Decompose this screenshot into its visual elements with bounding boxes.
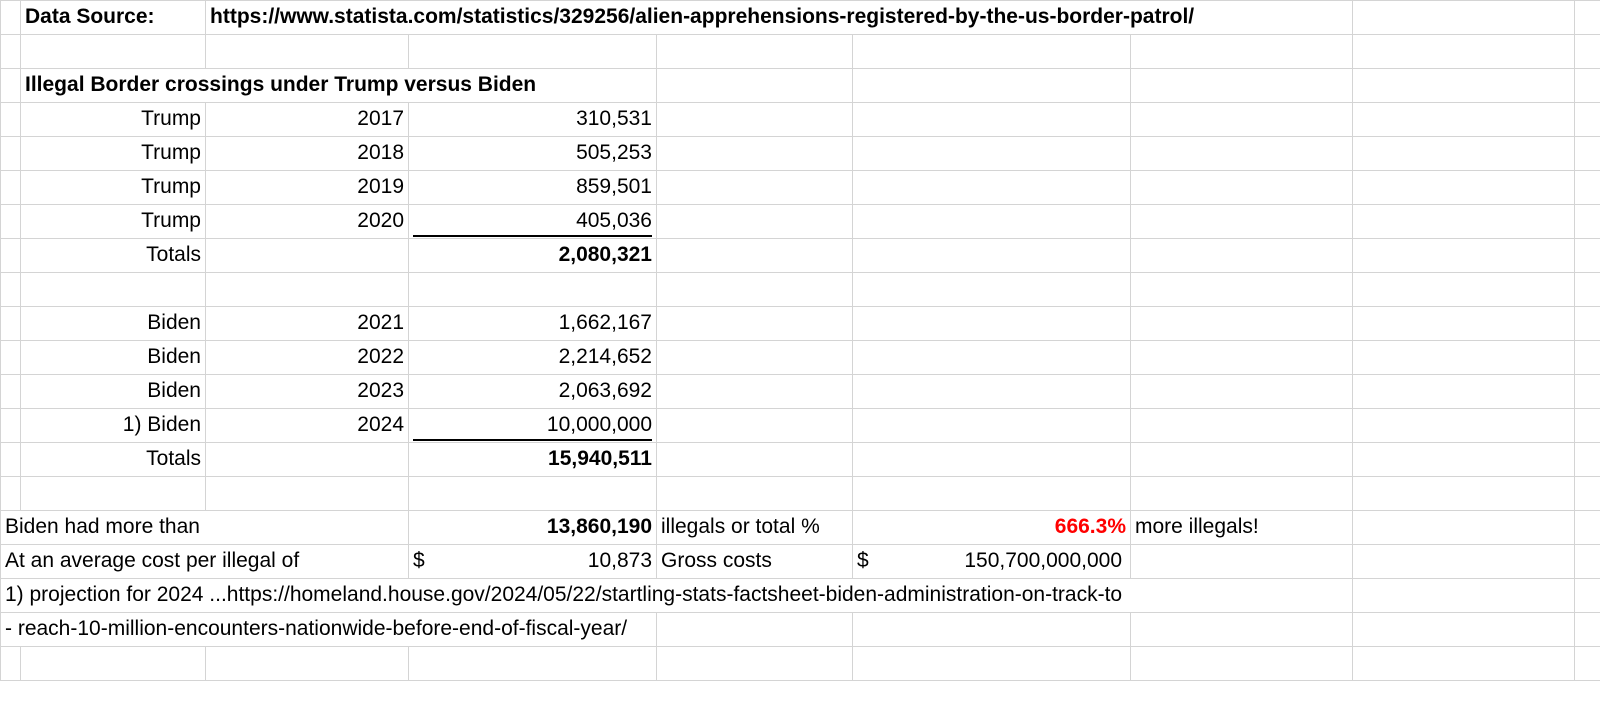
table-row	[1, 443, 1600, 477]
cell-empty	[853, 137, 1131, 171]
gross-value: 150,700,000,000	[964, 549, 1122, 573]
year-value: 2018	[206, 137, 409, 171]
cell-empty	[206, 647, 409, 681]
gross-cost-cell	[853, 545, 1131, 579]
trump-total-value: 2,080,321	[409, 239, 657, 273]
cell-empty	[21, 35, 206, 69]
cell-empty	[853, 477, 1131, 511]
cell-empty	[1, 239, 21, 273]
cell-empty	[1, 443, 21, 477]
year-value: 2021	[206, 307, 409, 341]
cell-empty	[1353, 341, 1575, 375]
year-value: 2020	[206, 205, 409, 239]
cell-empty	[1353, 647, 1575, 681]
cell-empty	[853, 341, 1131, 375]
cell-empty	[1, 409, 21, 443]
cell-empty	[1131, 205, 1353, 239]
president-name: Trump	[21, 171, 206, 205]
cell-empty	[657, 35, 853, 69]
illegals-label: illegals or total %	[657, 511, 853, 545]
cell-empty	[1575, 103, 1600, 137]
president-name: Trump	[21, 205, 206, 239]
cell-empty	[1131, 171, 1353, 205]
cell-empty	[1, 307, 21, 341]
cell-empty	[1, 171, 21, 205]
table-row	[1, 103, 1600, 137]
cell-empty	[1131, 545, 1353, 579]
cell-empty	[657, 273, 853, 307]
year-value: 2023	[206, 375, 409, 409]
cell-empty	[657, 205, 853, 239]
cell-empty	[1353, 103, 1575, 137]
year-value: 2024	[206, 409, 409, 443]
cell-empty	[1575, 205, 1600, 239]
table-row	[1, 375, 1600, 409]
cell-empty	[1575, 409, 1600, 443]
cell-empty	[206, 239, 409, 273]
totals-label: Totals	[21, 443, 206, 477]
cell-empty	[1575, 477, 1600, 511]
crossings-value: 859,501	[409, 171, 657, 205]
cell-empty	[853, 307, 1131, 341]
cell-empty	[1575, 341, 1600, 375]
cell-empty	[1575, 307, 1600, 341]
cell-empty	[21, 273, 206, 307]
cell-empty	[1, 205, 21, 239]
cell-empty	[409, 477, 657, 511]
cell-empty	[1353, 443, 1575, 477]
footnote-line-2[interactable]: - reach-10-million-encounters-nationwide-before-end-of-fiscal-year/	[1, 613, 657, 647]
cell-empty	[1575, 545, 1600, 579]
cell-empty	[1, 103, 21, 137]
cell-empty	[1353, 511, 1575, 545]
cell-empty	[1353, 375, 1575, 409]
cell-empty	[853, 613, 1131, 647]
gross-costs-label: Gross costs	[657, 545, 853, 579]
cell-empty	[853, 69, 1131, 103]
cell-empty	[206, 35, 409, 69]
table-row	[1, 171, 1600, 205]
cell-empty	[1353, 239, 1575, 273]
cell-empty	[1353, 477, 1575, 511]
table-row	[1, 307, 1600, 341]
cell-empty	[1, 647, 21, 681]
cell-empty	[1575, 69, 1600, 103]
totals-label: Totals	[21, 239, 206, 273]
cost-label: At an average cost per illegal of	[1, 545, 409, 579]
cell-empty	[853, 443, 1131, 477]
cell-empty	[657, 171, 853, 205]
crossings-value: 10,000,000	[409, 409, 657, 443]
table-row	[1, 35, 1600, 69]
cell-empty	[657, 409, 853, 443]
cell-empty	[853, 103, 1131, 137]
year-value: 2019	[206, 171, 409, 205]
crossings-value: 310,531	[409, 103, 657, 137]
cell-empty	[853, 273, 1131, 307]
president-name: Biden	[21, 341, 206, 375]
table-row	[1, 1, 1600, 35]
cell-empty	[1131, 103, 1353, 137]
cell-empty	[409, 647, 657, 681]
comparison-label: Biden had more than	[1, 511, 409, 545]
table-row	[1, 69, 1600, 103]
cost-cell	[409, 545, 657, 579]
cell-empty	[206, 273, 409, 307]
president-name: 1) Biden	[21, 409, 206, 443]
president-name: Trump	[21, 103, 206, 137]
cell-empty	[1575, 579, 1600, 613]
biden-total-value: 15,940,511	[409, 443, 657, 477]
crossings-value: 1,662,167	[409, 307, 657, 341]
cell-empty	[657, 341, 853, 375]
cell-empty	[657, 647, 853, 681]
cell-empty	[1575, 511, 1600, 545]
cell-empty	[1353, 1, 1575, 35]
table-row	[1, 239, 1600, 273]
cell-empty	[1, 341, 21, 375]
table-row	[1, 647, 1600, 681]
cell-empty	[1575, 613, 1600, 647]
cell-empty	[1353, 137, 1575, 171]
cell-empty	[1131, 375, 1353, 409]
crossings-value: 505,253	[409, 137, 657, 171]
cell-empty	[206, 477, 409, 511]
cell-empty	[1131, 341, 1353, 375]
cell-empty	[21, 477, 206, 511]
cell-empty	[21, 647, 206, 681]
cell-empty	[1, 137, 21, 171]
cell-empty	[1353, 205, 1575, 239]
table-row	[1, 137, 1600, 171]
cell-empty	[1353, 273, 1575, 307]
cell-empty	[1353, 171, 1575, 205]
cell-empty	[1353, 35, 1575, 69]
cell-empty	[853, 647, 1131, 681]
cell-empty	[1131, 239, 1353, 273]
cell-empty	[1131, 69, 1353, 103]
page-title: Illegal Border crossings under Trump versus Biden	[21, 69, 657, 103]
table-row	[1, 579, 1600, 613]
cell-empty	[1353, 545, 1575, 579]
cell-empty	[853, 205, 1131, 239]
table-row	[1, 205, 1600, 239]
cell-empty	[409, 273, 657, 307]
cell-empty	[657, 239, 853, 273]
table-row	[1, 477, 1600, 511]
data-source-url[interactable]: https://www.statista.com/statistics/329256/alien-apprehensions-registered-by-the-us-border-patrol/	[206, 1, 1353, 35]
cell-empty	[1131, 35, 1353, 69]
year-value: 2017	[206, 103, 409, 137]
cell-empty	[1131, 477, 1353, 511]
percent-suffix-label: more illegals!	[1131, 511, 1353, 545]
cell-empty	[657, 613, 853, 647]
cell-empty	[1575, 443, 1600, 477]
cell-empty	[1575, 1, 1600, 35]
president-name: Biden	[21, 375, 206, 409]
president-name: Biden	[21, 307, 206, 341]
cell-empty	[1, 1, 21, 35]
table-row	[1, 511, 1600, 545]
cell-empty	[657, 103, 853, 137]
cell-empty	[1353, 579, 1575, 613]
cell-empty	[1131, 443, 1353, 477]
crossings-value: 2,214,652	[409, 341, 657, 375]
year-value: 2022	[206, 341, 409, 375]
cell-empty	[1131, 307, 1353, 341]
table-row	[1, 273, 1600, 307]
cell-empty	[1353, 307, 1575, 341]
cost-value: 10,873	[587, 549, 652, 573]
cell-empty	[1, 35, 21, 69]
table-row	[1, 341, 1600, 375]
crossings-value: 405,036	[409, 205, 657, 239]
cell-empty	[1131, 409, 1353, 443]
cell-empty	[1575, 35, 1600, 69]
data-source-label: Data Source:	[21, 1, 206, 35]
cell-empty	[853, 375, 1131, 409]
cell-empty	[853, 171, 1131, 205]
footnote-line-1[interactable]: 1) projection for 2024 ...https://homeland.house.gov/2024/05/22/startling-stats-factsheet-biden-administration-on-track-to	[1, 579, 1353, 613]
cell-empty	[657, 69, 853, 103]
cell-empty	[853, 35, 1131, 69]
cost-currency-symbol: $	[413, 549, 425, 573]
cell-empty	[1575, 239, 1600, 273]
table-row	[1, 545, 1600, 579]
cell-empty	[1575, 137, 1600, 171]
cell-empty	[657, 477, 853, 511]
cell-empty	[1, 273, 21, 307]
crossings-value: 2,063,692	[409, 375, 657, 409]
cell-empty	[657, 307, 853, 341]
cell-empty	[1353, 409, 1575, 443]
table-row	[1, 613, 1600, 647]
cell-empty	[1, 69, 21, 103]
cell-empty	[1131, 273, 1353, 307]
cell-empty	[409, 35, 657, 69]
cell-empty	[1131, 613, 1353, 647]
cell-empty	[1353, 613, 1575, 647]
cell-empty	[1131, 647, 1353, 681]
cell-empty	[657, 375, 853, 409]
table-row	[1, 409, 1600, 443]
cell-empty	[1575, 647, 1600, 681]
difference-value: 13,860,190	[409, 511, 657, 545]
gross-currency-symbol: $	[857, 549, 869, 573]
cell-empty	[1575, 375, 1600, 409]
cell-empty	[657, 443, 853, 477]
cell-empty	[1575, 273, 1600, 307]
cell-empty	[1, 375, 21, 409]
cell-empty	[1575, 171, 1600, 205]
cell-empty	[853, 409, 1131, 443]
cell-empty	[1131, 137, 1353, 171]
cell-empty	[657, 137, 853, 171]
cell-empty	[1, 477, 21, 511]
cell-empty	[853, 239, 1131, 273]
cell-empty	[206, 443, 409, 477]
cell-empty	[1353, 69, 1575, 103]
percent-value: 666.3%	[853, 511, 1131, 545]
president-name: Trump	[21, 137, 206, 171]
